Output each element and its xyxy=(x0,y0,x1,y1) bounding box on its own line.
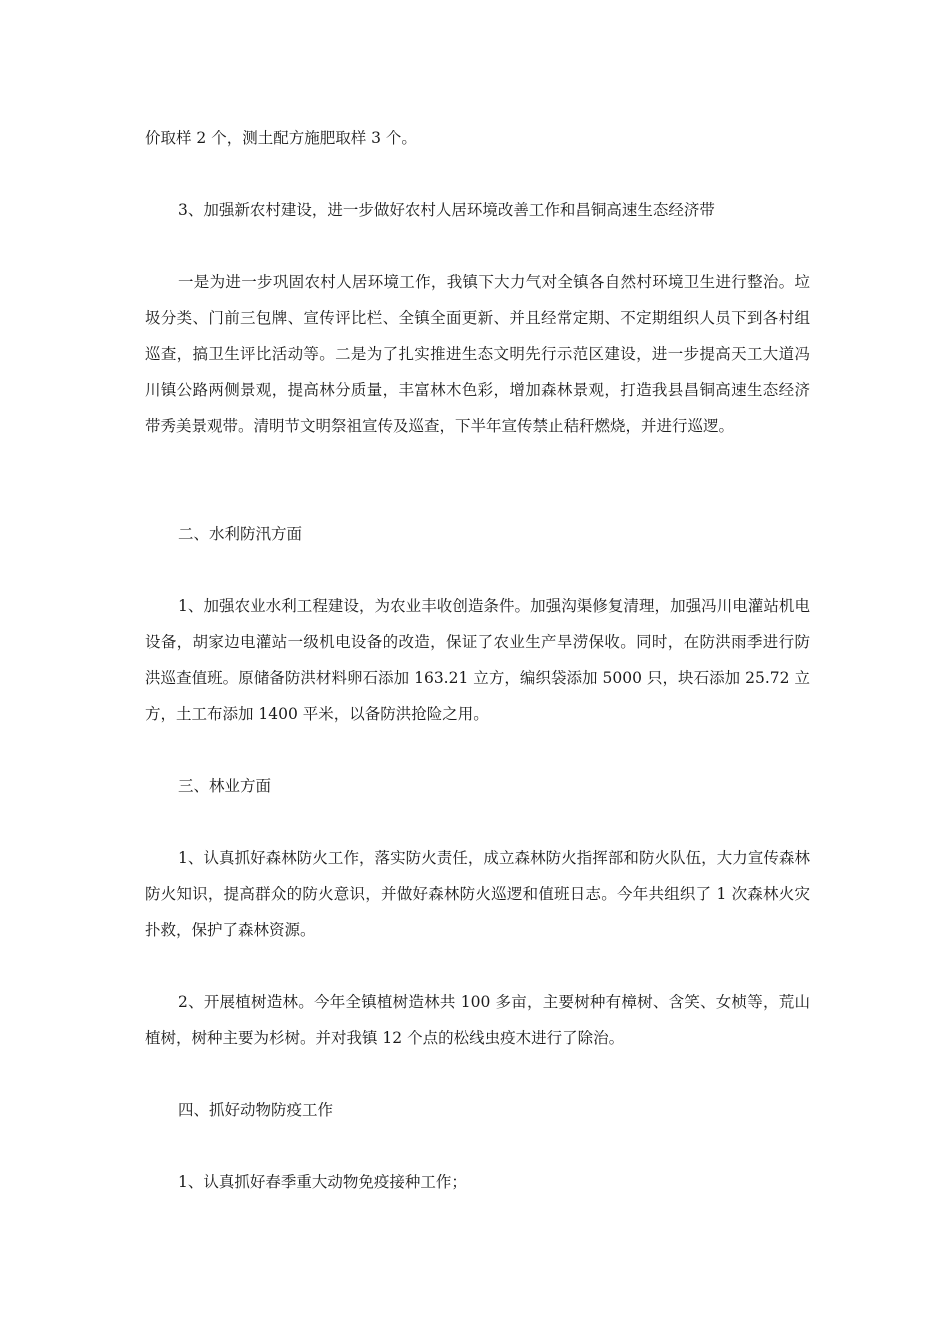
section-heading-water-conservancy: 二、水利防汛方面 xyxy=(178,525,303,543)
paragraph-tree-planting: 2、开展植树造林。今年全镇植树造林共 100 多亩，主要树种有樟树、含笑、女桢等，荒山植树，树种主要为杉树。并对我镇 12 个点的松线虫疫木进行了除治。 xyxy=(145,993,810,1047)
section-heading-animal-epidemic: 四、抓好动物防疫工作 xyxy=(178,1101,334,1119)
paragraph-forest-fire-prevention: 1、认真抓好森林防火工作，落实防火责任，成立森林防火指挥部和防火队伍，大力宣传森林防火知识，提高群众的防火意识，并做好森林防火巡逻和值班日志。今年共组织了 1 次森林火灾扑救，保护了森林资源。 xyxy=(145,849,810,939)
paragraph-new-rural-construction-heading: 3、加强新农村建设，进一步做好农村人居环境改善工作和昌铜高速生态经济带 xyxy=(178,201,715,219)
paragraph-rural-environment: 一是为进一步巩固农村人居环境工作，我镇下大力气对全镇各自然村环境卫生进行整治。垃圾分类、门前三包牌、宣传评比栏、全镇全面更新、并且经常定期、不定期组织人员下到各村组巡查，搞卫生评比活动等。二是为了扎实推进生态文明先行示范区建设，进一步提高天工大道冯川镇公路两侧景观，提高林分质量，丰富林木色彩，增加森林景观，打造我县昌铜高速生态经济带秀美景观带。清明节文明祭祖宣传及巡查，下半年宣传禁止秸秆燃烧，并进行巡逻。 xyxy=(145,273,810,435)
paragraph-sampling-continuation: 价取样 2 个，测土配方施肥取样 3 个。 xyxy=(145,129,417,147)
paragraph-water-projects: 1、加强农业水利工程建设，为农业丰收创造条件。加强沟渠修复清理，加强冯川电灌站机电设备，胡家边电灌站一级机电设备的改造，保证了农业生产旱涝保收。同时，在防洪雨季进行防洪巡查值班。原储备防洪材料卵石添加 163.21 立方，编织袋添加 5000 只，块石添加 25.72 立方，土工布添加 1400 平米，以备防洪抢险之用。 xyxy=(145,597,810,723)
paragraph-spring-immunization: 1、认真抓好春季重大动物免疫接种工作； xyxy=(178,1173,467,1191)
section-heading-forestry: 三、林业方面 xyxy=(178,777,272,795)
